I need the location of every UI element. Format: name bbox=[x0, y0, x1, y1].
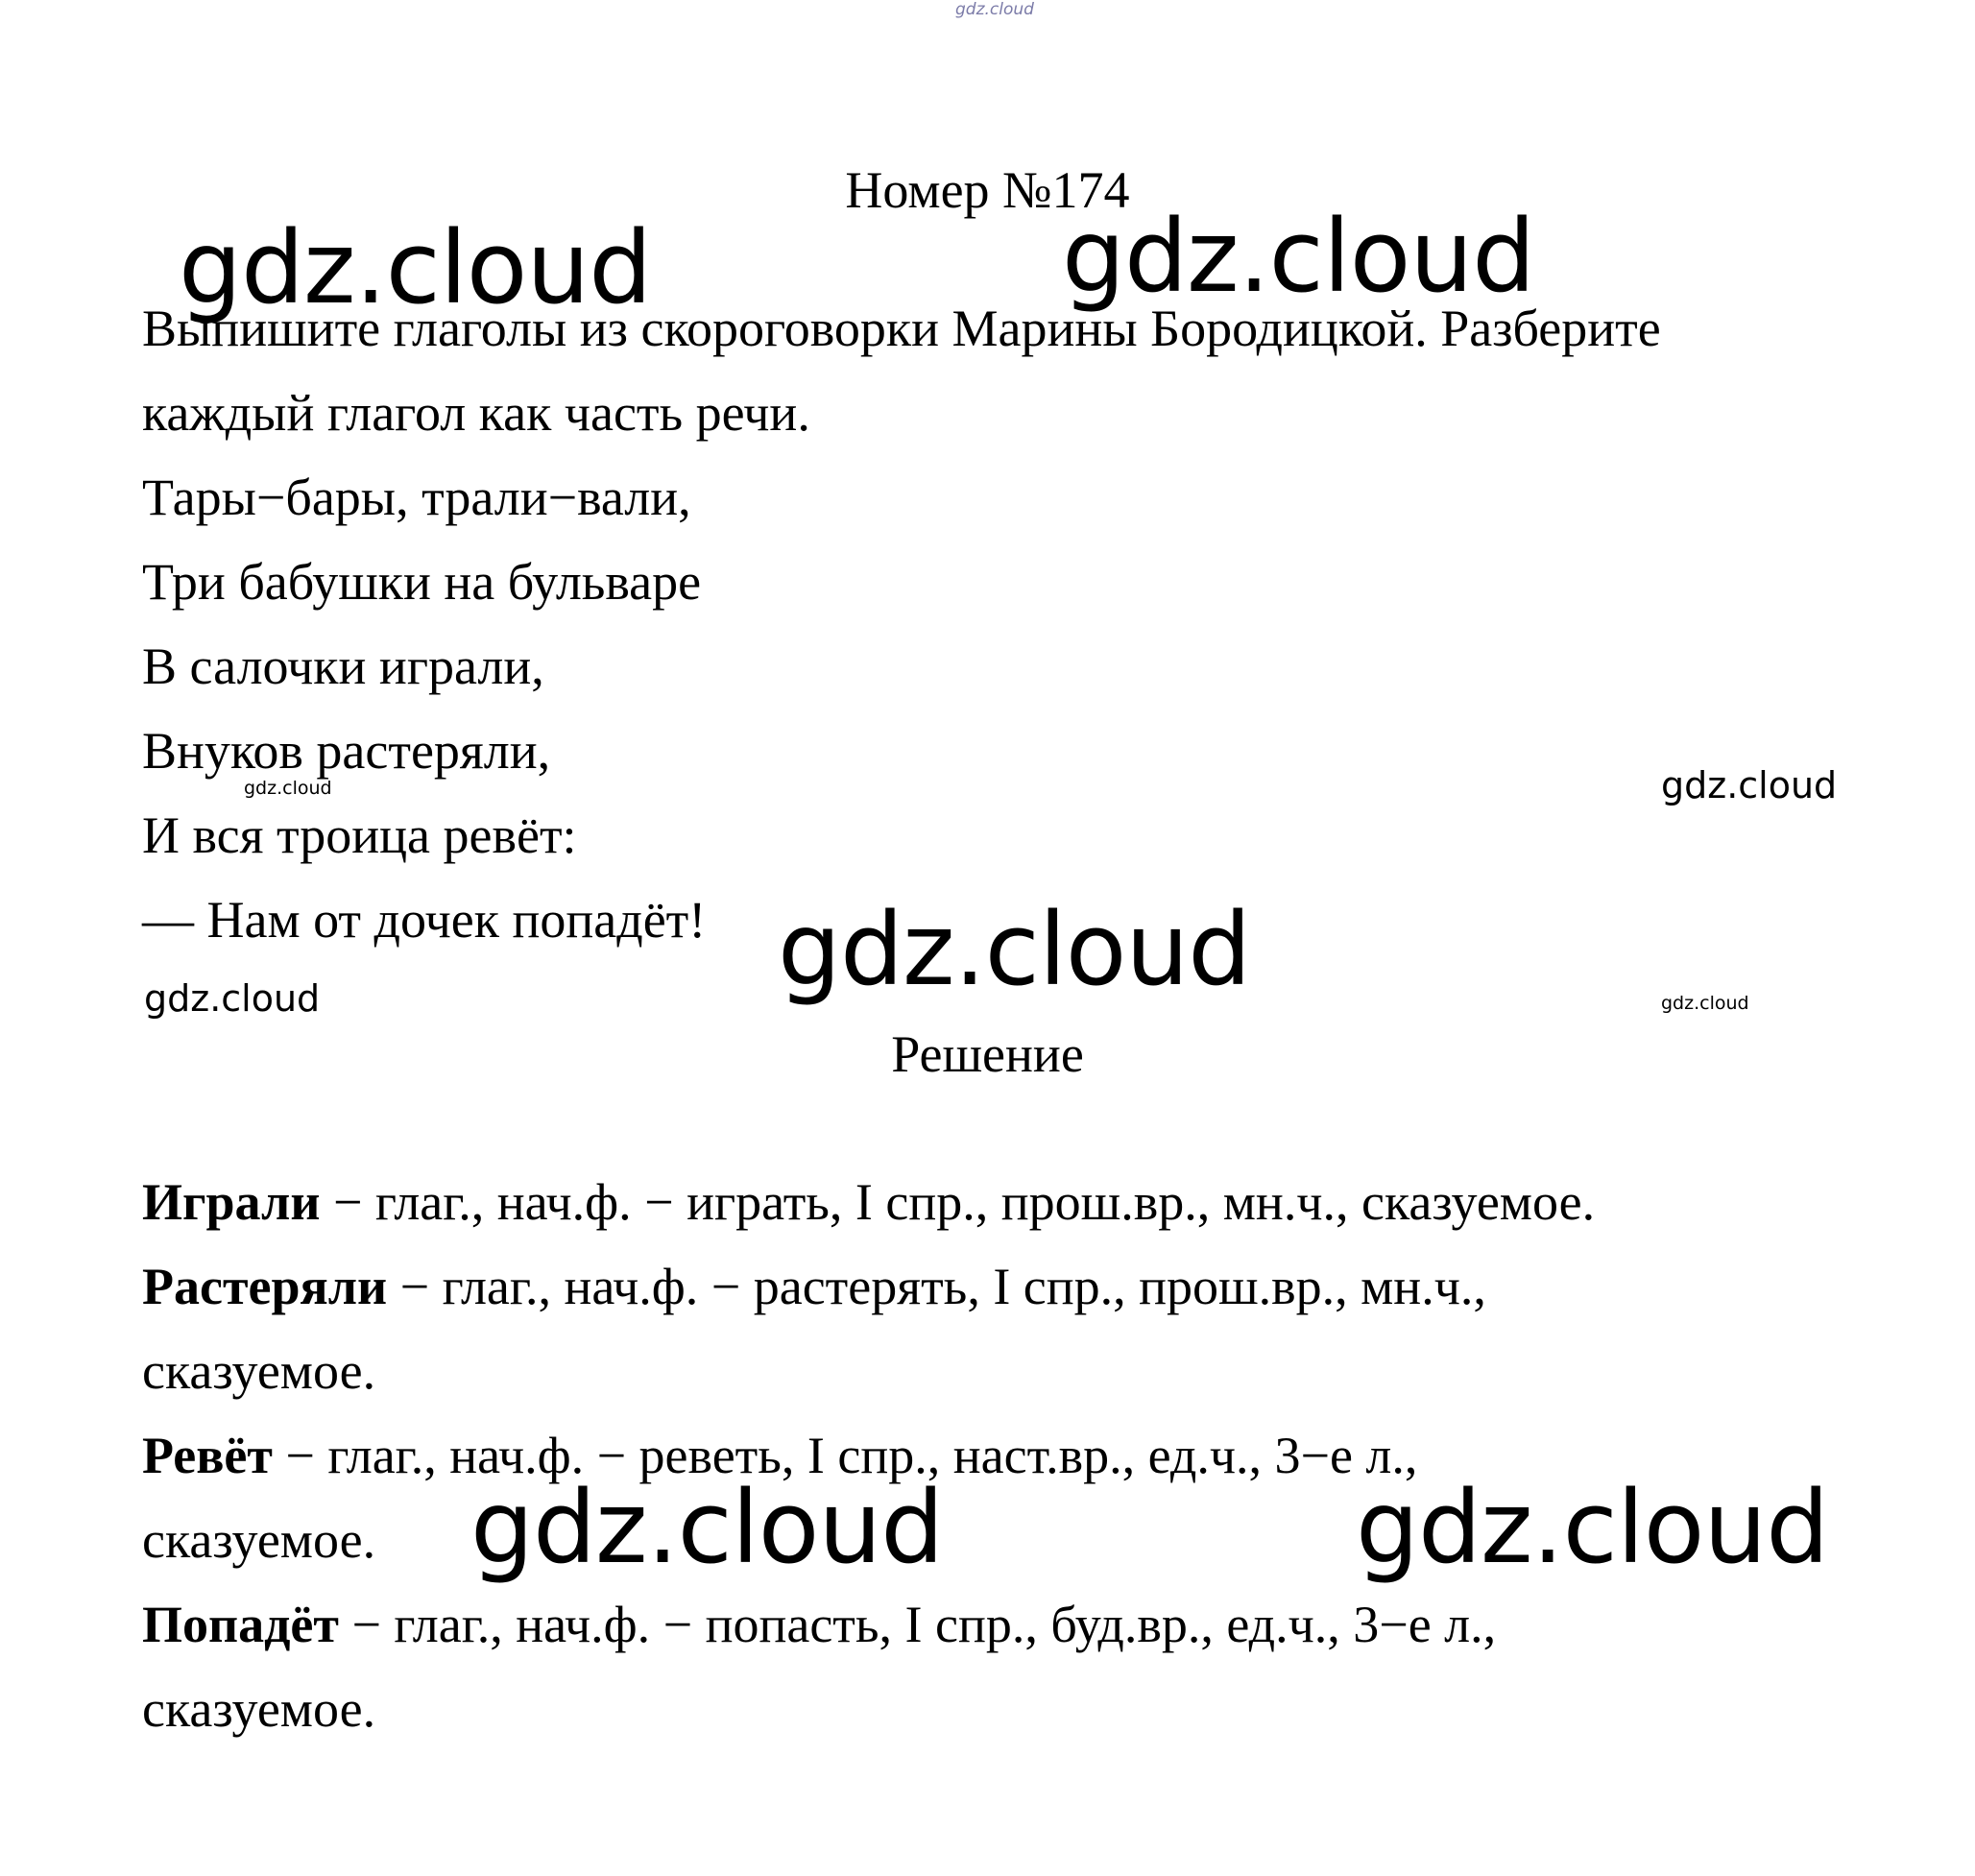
solution-entry-continuation: сказуемое. bbox=[142, 1511, 376, 1569]
watermark: gdz.cloud bbox=[1356, 1469, 1829, 1586]
watermark: gdz.cloud bbox=[244, 778, 332, 799]
verb-analysis: − глаг., нач.ф. − попасть, I спр., буд.вр., ед.ч., 3−е л., bbox=[338, 1596, 1497, 1653]
solution-entry-continuation: сказуемое. bbox=[142, 1680, 376, 1738]
poem-line: Три бабушки на бульваре bbox=[142, 553, 702, 611]
solution-entry bbox=[142, 1160, 1870, 1244]
poem-line: — Нам от дочек попадёт! bbox=[142, 891, 707, 949]
solution-heading: Решение bbox=[891, 1025, 1084, 1083]
task-line: Выпишите глаголы из скороговорки Марины Бородицкой. Разберите bbox=[142, 300, 1661, 357]
solution-entry bbox=[142, 1244, 1870, 1329]
watermark-top: gdz.cloud bbox=[955, 0, 1034, 19]
poem-line: И вся троица ревёт: bbox=[142, 806, 577, 864]
watermark: gdz.cloud bbox=[470, 1469, 944, 1586]
watermark: gdz.cloud bbox=[778, 891, 1251, 1008]
solution-entry bbox=[142, 1582, 1870, 1667]
verb-word: Попадёт bbox=[142, 1596, 339, 1653]
poem-line: В салочки играли, bbox=[142, 637, 544, 695]
task-line: каждый глагол как часть речи. bbox=[142, 384, 810, 442]
watermark: gdz.cloud bbox=[1062, 198, 1535, 315]
watermark: gdz.cloud bbox=[1661, 993, 1749, 1014]
solution-entry-continuation: сказуемое. bbox=[142, 1342, 376, 1400]
verb-analysis: − глаг., нач.ф. − играть, I спр., прош.вр., мн.ч., сказуемое. bbox=[320, 1173, 1596, 1231]
verb-analysis: − глаг., нач.ф. − растерять, I спр., прош.вр., мн.ч., bbox=[387, 1258, 1486, 1315]
page-title: Номер №174 bbox=[845, 161, 1130, 219]
task-text bbox=[142, 286, 1870, 962]
watermark: gdz.cloud bbox=[179, 209, 652, 326]
solution-text bbox=[142, 1160, 1870, 1751]
watermark: gdz.cloud bbox=[144, 977, 321, 1020]
watermark: gdz.cloud bbox=[1661, 764, 1838, 806]
verb-analysis: − глаг., нач.ф. − реветь, I спр., наст.вр., ед.ч., 3−е л., bbox=[272, 1427, 1418, 1484]
verb-word: Ревёт bbox=[142, 1427, 273, 1484]
verb-word: Растеряли bbox=[142, 1258, 388, 1315]
verb-word: Играли bbox=[142, 1173, 321, 1231]
poem-line: Внуков растеряли, bbox=[142, 722, 551, 780]
solution-entry bbox=[142, 1413, 1870, 1498]
poem-line: Тары−бары, трали−вали, bbox=[142, 469, 691, 526]
